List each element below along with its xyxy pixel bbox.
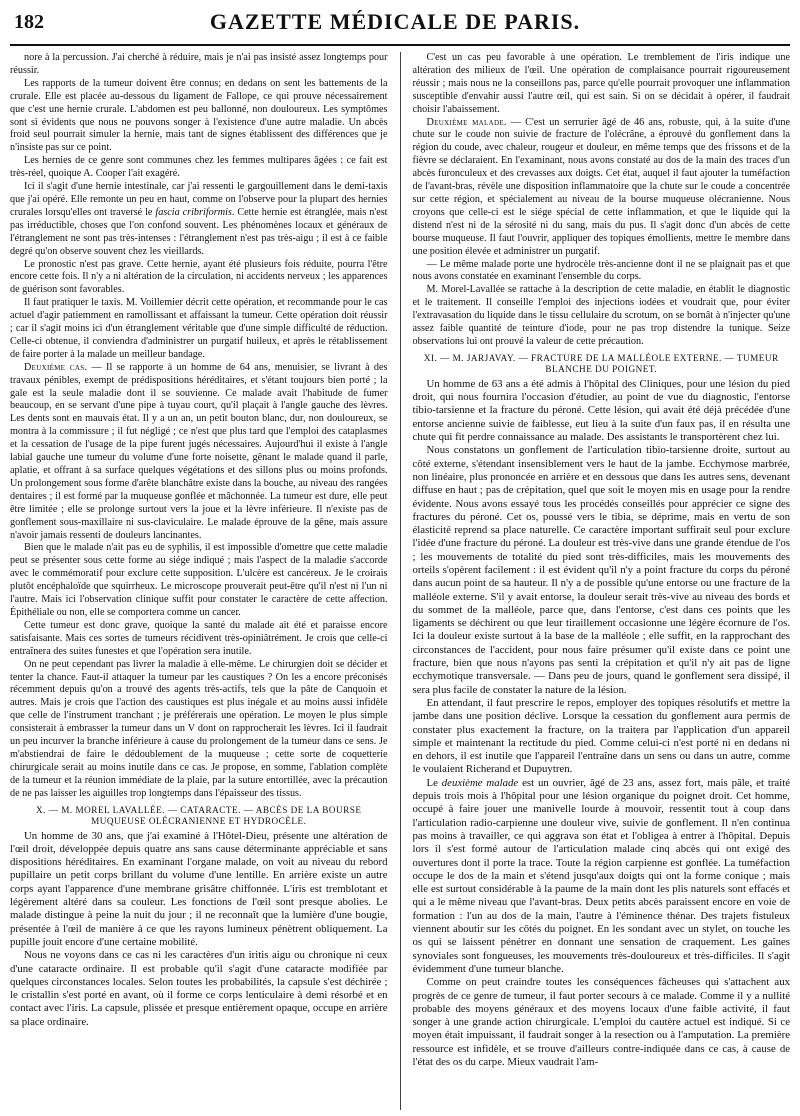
- paragraph: Un homme de 63 ans a été admis à l'hôpital des Cliniques, pour une lésion du pied droit, qui nous fournira l'occasion d'étudier, au point de vue du diagnostic, l'entorse tibio-tarsienne et la fracture du péroné. Cette lésion, qui avait été déjà précédée d'une entorse ancienne suivie de faiblesse, eut lieu à la suite d'un faux pas, il en résulta une chute qui fit perdre connaissance au malade. Des assistants le transportèrent chez lui.: [412, 377, 790, 444]
- latin-term: fascia cribriformis: [155, 206, 232, 218]
- right-column: [413, 52, 791, 1110]
- columns: [10, 52, 790, 1110]
- paragraph: Ici il s'agit d'une hernie intestinale, car j'ai ressenti le gargouillement dans le demi-taxis que j'ai opéré. Elle remonte un peu en haut, comme on l'observe pour la plupart des hernies crurales lorsqu'elles ont traversé le fascia cribriformis. Cette hernie est étranglée, mais n'est pas irréductible, choses que l'on confond souvent. Les phénomènes locaux et généraux de l'étranglement ne sont pas très-intenses : l'étranglement n'est pas très-aigu ; il est à ce faible degré qu'on observe souvent chez les vieillards.: [10, 181, 388, 257]
- paragraph: Les rapports de la tumeur doivent être connus; en dedans on sent les battements de la crurale. Elle est placée au-dessous du ligament de Fallope, ce qui prouve nécessairement que c'est une hernie crurale. L'abdomen est peu ballonné, non douloureux. Les symptômes sont si évidents que nous ne pouvons songer à l'existence d'une autre maladie. Un abcès froid seul pourrait simuler la hernie, mais tant de signes établissent des différences que je n'insiste pas sur ce point.: [10, 77, 388, 154]
- paragraph: C'est un cas peu favorable à une opération. Le tremblement de l'iris indique une altération des milieux de l'œil. Une opération de complaisance pourrait rigoureusement réussir ; mais nous ne la conseillons pas, parce qu'elle pourrait provoquer une inflammation susceptible d'envahir aussi l'autre œil, qui est sain. Si on se décidait à opérer, il faudrait choisir l'abaissement.: [412, 52, 790, 115]
- paragraph: Deuxième malade. — C'est un serrurier âgé de 46 ans, robuste, qui, à la suite d'une chute sur le coude non suivie de fracture de l'olécrâne, a éprouvé du gonflement dans la région du coude, avec chaleur, rougeur et douleur, en même temps que des frissons et de la fièvre se déclaraient. En l'examinant, nous avons constaté au dos de la main des traces d'un abcès furonculeux et des crevasses aux doigts. Cet état, auquel il faut ajouter la tuméfaction de l'avant-bras, révèle une disposition inflammatoire que la chute sur le coude a concentrée sur cette région, et spécialement au niveau de la bourse muqueuse olécranienne. Nous croyons que celle-ci est le siége spécial de cette inflammation, et que le liquide qui la distend n'est ni de la sérosité ni du sang, mais du pus. Il s'agit donc d'un abcès de cette bourse muqueuse. Il faut l'ouvrir, appliquer des topiques émollients, mettre le membre dans une position élevée et administrer un purgatif.: [412, 116, 790, 257]
- paragraph: — Le même malade porte une hydrocèle très-ancienne dont il ne se plaignait pas et que nous avons constatée en examinant l'ensemble du corps.: [412, 258, 790, 283]
- case-label: Deuxième cas.: [24, 361, 88, 373]
- journal-title: GAZETTE MÉDICALE DE PARIS.: [209, 9, 581, 34]
- page-number: 182: [14, 10, 44, 33]
- paragraph: Les hernies de ce genre sont communes chez les femmes multipares âgées : ce fait est très-réel, quoique A. Cooper l'ait exagéré.: [10, 155, 388, 180]
- section-heading: X. — M. MOREL LAVALLÉE. — CATARACTE. — ABCÈS DE LA BOURSE MUQUEUSE OLÉCRANIENNE ET HYDROCÈLE.: [36, 804, 362, 826]
- paragraph: Nous ne voyons dans ce cas ni les caractères d'un iritis aigu ou chronique ni ceux d'une cataracte ordinaire. Il est probable qu'il s'agit d'une cataracte modifiée par quelques circonstances locales. Selon toutes les probabilités, la capsule s'est déchirée ; le cristallin s'est porté en avant, où il forme ce corps lenticulaire à demi résorbé et en contact avec l'iris. La capsule, plissée et presque entièrement opaque, occupe en arrière sa place ordinaire.: [10, 949, 388, 1028]
- paragraph: Le deuxième malade est un ouvrier, âgé de 23 ans, assez fort, mais pâle, et traité depuis trois mois à l'hôpital pour une lésion organique du poignet droit. Cet homme, occupé à faire jouer une manivelle lourde à mouvoir, ressentit tout à coup dans l'articulation radio-carpienne une douleur vive, suivie de gonflement. Il n'en continua pas moins à travailler, ce qui aggrava son état et l'obligea à entrer à l'hôpital. Depuis lors il s'est formé autour de l'articulation malade cinq abcès qui ont exigé des ouvertures dont il porte la trace. Toute la région carpienne est gonflée. La tuméfaction occupe le dos de la main et s'étend jusqu'aux doigts qui ont la forme conique ; mais elle est surtout considérable à la paume de la main dont les plis naturels sont effacés et qui a le même niveau que l'avant-bras. Deux petits abcès paraissent encore en voie de formation : l'un au dos de la main, l'autre à l'éminence thénar. Des trajets fistuleux viennent aboutir sur les côtés du poignet. En les sondant avec un stylet, on touche les os qui se laissent pénétrer en donnant une sensation de craquement. Les gaînes synoviales sont fongueuses, les mouvements très-douloureux et très-difficiles. Il s'agit évidemment d'une tumeur blanche.: [412, 776, 790, 975]
- left-column: [10, 52, 388, 1110]
- paragraph: Il faut pratiquer le taxis. M. Voillemier décrit cette opération, et recommande pour le cas actuel d'agir patiemment en ramollissant et affaissant la tumeur. Cette opération doit réussir ; car il s'agit moins ici d'un étranglement véritable que d'une simple difficulté de réduction. Celle-ci obtenue, il conviendra d'administrer un purgatif huileux, et après le rétablissement de faire porter à la malade un meilleur bandage.: [10, 297, 388, 360]
- column-divider: [400, 52, 401, 1110]
- case-label: Deuxième malade.: [426, 116, 507, 128]
- paragraph: En attendant, il faut prescrire le repos, employer des topiques résolutifs et mettre la jambe dans une position déclive. Lorsque la cessation du gonflement aura permis de constater plus exactement la fracture, on la traitera par l'application d'un appareil simple et maintenant la rectitude du pied. Comme celui-ci n'est porté ni en dedans ni en dehors, il est inutile que l'appareil l'entraîne dans un sens ou dans un autre, comme le voulaient Richerand et Dupuytren.: [412, 696, 790, 776]
- paragraph: Comme on peut craindre toutes les conséquences fâcheuses qui s'attachent aux progrès de ce genre de tumeur, il faut porter secours à ce malade. Comme il y a nullité probable des moyens généraux et des moyens locaux d'une faible activité, il faut songer à une grande action chirurgicale. L'emploi du cautère actuel est indiqué. Si ce moyen était impuissant, il faudrait songer à la resection ou à l'amputation. La première ressource est infidèle, et se trouve d'ailleurs contre-indiquée dans ce cas, à cause de l'état des os du carpe. Mieux vaudrait l'am-: [412, 976, 790, 1068]
- paragraph: Bien que le malade n'ait pas eu de syphilis, il est impossible d'omettre que cette maladie peut se présenter sous cette forme au siége indiqué ; mais l'aspect de la maladie s'accorde avec le commémoratif pour exclure cette supposition. L'ulcère est cancéreux. Je le croirais plutôt encéphaloïde que squirrheux. Le microscope prouverait peut-être qu'il n'est ni l'un ni l'autre. Mais ici l'observation clinique suffit pour constater le caractère de cette affection. Épithéliale ou non, elle se comportera comme un cancer.: [10, 542, 388, 618]
- paragraph: M. Morel-Lavallée se rattache à la description de cette maladie, en établit le diagnostic et le traitement. Il conseille l'emploi des injections iodées et voudrait que, pour éviter l'extravasation du liquide dans le tissu cellulaire du scrotum, on se bornât à n'injecter qu'une assez faible quantité de teinture d'iode, pour ne pas trop distendre la tunique. Seize observations lui ont prouvé la valeur de cette précaution.: [412, 284, 790, 347]
- emphasis: deuxième malade: [441, 776, 519, 789]
- paragraph: nore à la percussion. J'ai cherché à réduire, mais je n'ai pas insisté assez longtemps pour réussir.: [10, 52, 388, 76]
- paragraph: Un homme de 30 ans, que j'ai examiné à l'Hôtel-Dieu, présente une altération de l'œil droit, développée depuis quatre ans sans cause déterminante appréciable et sans dispositions héréditaires. En examinant l'organe malade, on voit au niveau du rebord pupillaire un petit corps brillant du volume d'une lentille. En arrière existe un autre corps ayant l'apparence d'une membrane grisâtre chiffonnée. L'iris est tremblotant et légèrement altéré dans sa couleur. Les fonctions de l'œil sont presque abolies. Le malade distingue à peine la nuit du jour ; il ne reconnaît que la lumière d'une bougie, présentée à l'œil de manière à ce que les rayons lumineux pénètrent obliquement. La pupille jouit encore d'une certaine mobilité.: [10, 829, 388, 948]
- paragraph: Nous constatons un gonflement de l'articulation tibio-tarsienne droite, surtout au côté externe, s'étendant insensiblement vers le haut de la jambe. Ecchymose marbrée, non linéaire, plus prononcée en arrière et en dessous que dans les autres sens, devenant diffuse en haut ; pas de crépitation, quel que soit le moyen mis en usage pour la rendre évidente. Nous avons essayé tous les procédés conseillés pour apprécier ce signe des fractures du péroné. Cet os, poussé vers le tibia, se déprime, mais en vertu de son élasticité reprend sa place naturelle. Ce caractère important suffirait seul pour exclure l'idée d'une fracture du péroné. La douleur est très-vive dans une grande étendue de l'os ; les mouvements de totalité du pied sont très-difficiles, mais les mouvements des orteils s'opèrent facilement : il est évident qu'il n'y a point fracture du corps du péroné dans aucun point de sa hauteur. Il n'y a de possible qu'une entorse ou une fracture de la malléole externe. S'il y avait entorse, la douleur serait très-vive au niveau des bords et du sommet de la malléole, parce que, dans l'entorse, c'est dans ces points que les ligaments se déchirent ou que leur tiraillement occasionne une légère écornure de l'os. Ici la douleur existe surtout à la base de la malléole ; elle suffit, en la rapprochant des circonstances de l'accident, pour nous faire présumer qu'il existe dans ce point une fracture, bien que nous n'ayons pas senti la crépitation et qu'il n'y ait pas de ligne ecchymotique transversale. — Dans peu de jours, quand le gonflement sera dissipé, il sera plus facile de constater la nature de la lésion.: [412, 444, 790, 696]
- paragraph: Le pronostic n'est pas grave. Cette hernie, ayant été plusieurs fois réduite, pourra l'être encore cette fois. Il n'y a ni altération de la circulation, ni accidents nerveux ; les apparences de guérison sont favorables.: [10, 258, 388, 296]
- paragraph: Deuxième cas. — Il se rapporte à un homme de 64 ans, menuisier, se livrant à des travaux pénibles, exempt de prédispositions héréditaires, et s'étant toujours bien porté ; la gale est la seule maladie dont il se souvienne. Ce malade avait l'habitude de fumer beaucoup, en se servant d'une pipe à tuyau court, qu'il plaçait à l'angle gauche des lèvres. Les dents sont en mauvais état. Il y a un an, un petit bouton blanc, dur, non douloureux, se montra à la commissure ; il fut négligé ; ce n'est que plus tard que l'emploi des cataplasmes et la cessation de l'usage de la pipe furent jugés nécessaires. Aujourd'hui il existe à l'angle labial gauche une tumeur du volume d'une forte noisette, gênant le malade quand il parle, aplatie, et offrant à sa surface quelques végétations et des sillons plus ou moins profonds. Un prolongement sous forme d'arête blanchâtre existe dans la bouche, au niveau des rangées dentaires ; il est formé par la muqueuse gonflée et mâchonnée. La tumeur est dure, elle peut être limitée ; elle se prolonge surtout vers la joue et la lèvre inférieure. Il n'existe pas de gonflement sous-maxillaire ni sus-claviculaire. Le malade éprouve de la gêne, mais assure n'avoir jamais ressenti de douleurs lancinantes.: [10, 361, 388, 541]
- section-heading: XI. — M. JARJAVAY. — FRACTURE DE LA MALLÉOLE EXTERNE. — TUMEUR BLANCHE DU POIGNET.: [423, 352, 779, 374]
- page-header: [10, 0, 790, 46]
- paragraph: Cette tumeur est donc grave, quoique la santé du malade ait été et paraisse encore satisfaisante. Mais ces sortes de tumeurs récidivent très-opiniâtrément. Je crois que celle-ci entraînera des suites funestes et que l'opération sera inutile.: [10, 619, 388, 657]
- paragraph: On ne peut cependant pas livrer la maladie à elle-même. Le chirurgien doit se décider et tenter la chance. Faut-il attaquer la tumeur par les caustiques ? On les a encore préconisés récemment depuis qu'on a trouvé des agents très-actifs, tels que la pâte de Canquoin et autres. Mais je crois que l'action des caustiques est plus inégale et au moins aussi infidèle que celle de l'instrument tranchant ; je préférerais une opération. Le moyen le plus simple consisterait à embrasser la tumeur dans un V dont on rapprocherait les lèvres. Ici il faudrait un peu incurver la branche inférieure à cause du prolongement de la tumeur dans ce sens. Je m'abstiendrai de faire le dédoublement de la muqueuse ; cette sorte de coquetterie chirurgicale serait au moins inutile dans ce cas. Je propose, en somme, l'ablation complète de la tumeur et la réunion immédiate de la plaie, par la suture entortillée, avec la précaution de ne pas laisser les aiguilles trop longtemps dans l'épaisseur des tissus.: [10, 658, 388, 799]
